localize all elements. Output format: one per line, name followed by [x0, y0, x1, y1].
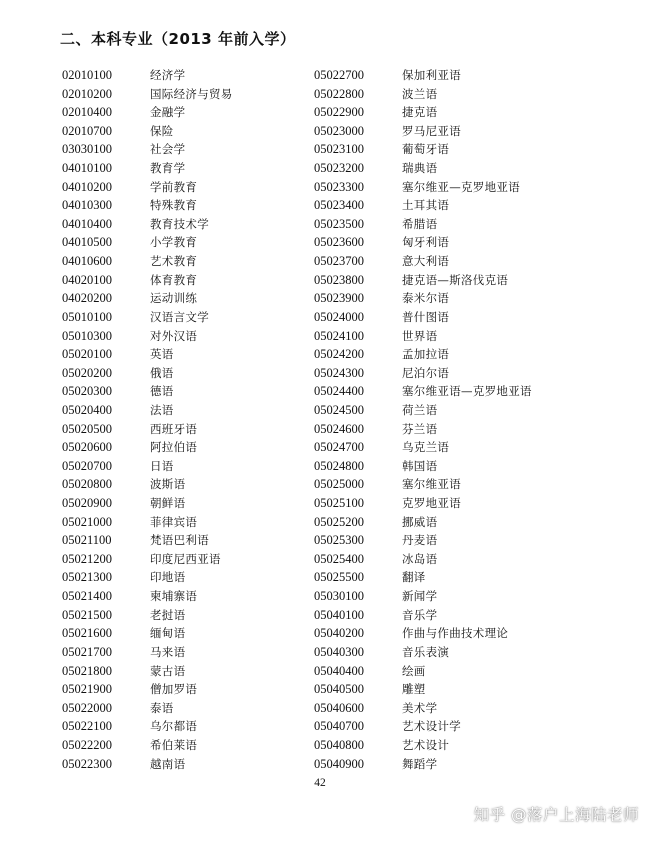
major-code: 05010300	[62, 328, 112, 343]
major-code: 04020200	[62, 291, 112, 306]
major-row	[314, 699, 532, 718]
major-row	[314, 215, 532, 234]
major-name: 冰岛语	[402, 551, 438, 566]
major-row	[62, 717, 233, 736]
major-row	[62, 513, 233, 532]
major-row	[314, 196, 532, 215]
major-row	[314, 140, 532, 159]
major-row	[62, 66, 233, 85]
major-name: 汉语言文学	[150, 309, 209, 324]
major-code: 05020800	[62, 477, 112, 492]
major-row	[62, 289, 233, 308]
major-name: 波斯语	[150, 477, 186, 492]
major-row	[314, 178, 532, 197]
major-row	[62, 680, 233, 699]
watermark: 知乎 @落户上海陆老师	[473, 806, 639, 824]
major-row	[62, 159, 233, 178]
major-name: 波兰语	[402, 86, 438, 101]
major-row	[62, 103, 233, 122]
major-name: 作曲与作曲技术理论	[402, 626, 509, 641]
page-number: 42	[314, 777, 326, 789]
major-row	[62, 643, 233, 662]
major-code: 05020300	[62, 384, 112, 399]
major-code: 05021500	[62, 607, 112, 622]
major-name: 艺术设计	[402, 737, 450, 752]
major-name: 泰语	[150, 700, 174, 715]
major-row	[62, 531, 233, 550]
major-row	[314, 717, 532, 736]
major-name: 特殊教育	[150, 198, 198, 213]
major-code: 05022300	[62, 756, 112, 771]
major-row	[62, 271, 233, 290]
major-code: 05021400	[62, 589, 112, 604]
major-name: 普什图语	[402, 309, 450, 324]
major-name: 艺术教育	[150, 254, 198, 269]
major-row	[314, 531, 532, 550]
major-code: 05010100	[62, 309, 112, 324]
major-code: 05022100	[62, 719, 112, 734]
major-code: 05021800	[62, 663, 112, 678]
major-code: 05024000	[314, 309, 364, 324]
major-code: 05020100	[62, 347, 112, 362]
major-name: 日语	[150, 458, 174, 473]
major-row	[62, 438, 233, 457]
major-row	[314, 233, 532, 252]
major-row	[62, 196, 233, 215]
major-name: 印地语	[150, 570, 186, 585]
major-row	[62, 364, 233, 383]
major-row	[62, 736, 233, 755]
major-code: 02010700	[62, 123, 112, 138]
major-name: 泰米尔语	[402, 291, 450, 306]
major-row	[314, 513, 532, 532]
major-name: 阿拉伯语	[150, 440, 198, 455]
major-name: 捷克语	[402, 105, 438, 120]
major-name: 国际经济与贸易	[150, 86, 233, 101]
major-row	[314, 550, 532, 569]
major-name: 社会学	[150, 142, 186, 157]
major-row	[62, 624, 233, 643]
major-name: 乌尔都语	[150, 719, 198, 734]
major-code: 04010300	[62, 198, 112, 213]
major-name: 乌克兰语	[402, 440, 450, 455]
major-code: 05020500	[62, 421, 112, 436]
major-name: 艺术设计学	[402, 719, 461, 734]
major-name: 体育教育	[150, 272, 198, 287]
major-row	[62, 494, 233, 513]
major-row	[314, 122, 532, 141]
major-row	[314, 438, 532, 457]
major-code: 05040500	[314, 682, 364, 697]
major-code: 05022000	[62, 700, 112, 715]
major-name: 小学教育	[150, 235, 198, 250]
major-row	[62, 587, 233, 606]
major-name: 孟加拉语	[402, 347, 450, 362]
major-code: 05023000	[314, 123, 364, 138]
major-row	[314, 420, 532, 439]
major-code: 05024100	[314, 328, 364, 343]
major-code: 05020900	[62, 496, 112, 511]
major-code: 05040100	[314, 607, 364, 622]
major-code: 02010100	[62, 68, 112, 82]
major-row	[314, 103, 532, 122]
major-code: 05040200	[314, 626, 364, 641]
major-code: 05023400	[314, 198, 364, 213]
major-list-right	[314, 66, 532, 773]
major-code: 05022800	[314, 86, 364, 101]
major-code: 05021200	[62, 551, 112, 566]
major-name: 菲律宾语	[150, 514, 198, 529]
major-code: 05024800	[314, 458, 364, 473]
major-row	[314, 327, 532, 346]
major-name: 梵语巴利语	[150, 533, 209, 548]
major-name: 希腊语	[402, 216, 438, 231]
major-row	[62, 327, 233, 346]
major-row	[62, 178, 233, 197]
major-name: 俄语	[150, 365, 174, 380]
major-list-left	[62, 66, 233, 773]
major-row	[314, 755, 532, 774]
major-name: 保险	[150, 123, 174, 138]
major-code: 05040800	[314, 737, 364, 752]
major-name: 学前教育	[150, 179, 198, 194]
major-code: 05020700	[62, 458, 112, 473]
major-name: 塞尔维亚语	[402, 477, 461, 492]
major-name: 土耳其语	[402, 198, 450, 213]
major-name: 捷克语—斯洛伐克语	[402, 272, 509, 287]
major-row	[314, 364, 532, 383]
major-code: 04010100	[62, 161, 112, 176]
major-code: 05021900	[62, 682, 112, 697]
page-heading: 二、本科专业（2013 年前入学）	[60, 30, 296, 48]
major-row	[314, 289, 532, 308]
major-row	[314, 606, 532, 625]
major-row	[314, 345, 532, 364]
major-code: 05022700	[314, 68, 364, 82]
major-row	[62, 308, 233, 327]
major-name: 马来语	[150, 644, 186, 659]
major-row	[314, 475, 532, 494]
major-code: 05024200	[314, 347, 364, 362]
major-name: 英语	[150, 347, 174, 362]
major-name: 朝鲜语	[150, 496, 186, 511]
major-code: 02010400	[62, 105, 112, 120]
major-name: 教育技术学	[150, 216, 209, 231]
major-name: 芬兰语	[402, 421, 438, 436]
major-name: 塞尔维亚语—克罗地亚语	[402, 384, 532, 399]
major-row	[62, 382, 233, 401]
major-name: 罗马尼亚语	[402, 123, 461, 138]
major-name: 希伯莱语	[150, 737, 198, 752]
major-code: 04010400	[62, 216, 112, 231]
major-code: 05021000	[62, 514, 112, 529]
major-row	[62, 420, 233, 439]
major-code: 05040600	[314, 700, 364, 715]
major-row	[314, 568, 532, 587]
major-code: 03030100	[62, 142, 112, 157]
major-code: 05020600	[62, 440, 112, 455]
major-code: 05023200	[314, 161, 364, 176]
major-code: 05025300	[314, 533, 364, 548]
major-code: 05040400	[314, 663, 364, 678]
major-row	[314, 85, 532, 104]
major-name: 舞蹈学	[402, 756, 438, 771]
major-code: 05030100	[314, 589, 364, 604]
major-code: 05040900	[314, 756, 364, 771]
major-name: 金融学	[150, 105, 186, 120]
major-row	[62, 252, 233, 271]
major-row	[62, 85, 233, 104]
major-row	[314, 662, 532, 681]
major-row	[314, 643, 532, 662]
major-row	[314, 457, 532, 476]
major-code: 02010200	[62, 86, 112, 101]
major-code: 05024700	[314, 440, 364, 455]
major-name: 缅甸语	[150, 626, 186, 641]
major-name: 挪威语	[402, 514, 438, 529]
major-code: 04010600	[62, 254, 112, 269]
major-name: 越南语	[150, 756, 186, 771]
major-code: 05024300	[314, 365, 364, 380]
major-row	[62, 457, 233, 476]
major-name: 老挝语	[150, 607, 186, 622]
major-name: 西班牙语	[150, 421, 198, 436]
major-name: 意大利语	[402, 254, 450, 269]
major-row	[62, 215, 233, 234]
major-name: 丹麦语	[402, 533, 438, 548]
major-name: 蒙古语	[150, 663, 186, 678]
major-name: 新闻学	[402, 589, 438, 604]
major-row	[314, 308, 532, 327]
major-code: 04010200	[62, 179, 112, 194]
major-name: 尼泊尔语	[402, 365, 450, 380]
major-name: 世界语	[402, 328, 438, 343]
major-name: 僧加罗语	[150, 682, 198, 697]
major-row	[62, 662, 233, 681]
major-code: 05025100	[314, 496, 364, 511]
major-name: 对外汉语	[150, 328, 198, 343]
major-name: 荷兰语	[402, 402, 438, 417]
major-name: 克罗地亚语	[402, 496, 461, 511]
major-name: 塞尔维亚—克罗地亚语	[402, 179, 520, 194]
major-row	[314, 66, 532, 85]
major-row	[62, 699, 233, 718]
major-code: 05025000	[314, 477, 364, 492]
major-name: 法语	[150, 402, 174, 417]
major-code: 05040300	[314, 644, 364, 659]
major-code: 05021700	[62, 644, 112, 659]
major-name: 音乐表演	[402, 644, 450, 659]
major-code: 05023500	[314, 216, 364, 231]
major-code: 05025400	[314, 551, 364, 566]
major-code: 04020100	[62, 272, 112, 287]
major-row	[314, 587, 532, 606]
major-row	[314, 736, 532, 755]
major-row	[62, 140, 233, 159]
major-code: 05020200	[62, 365, 112, 380]
major-code: 05023100	[314, 142, 364, 157]
major-name: 瑞典语	[402, 161, 438, 176]
major-code: 05023800	[314, 272, 364, 287]
major-row	[314, 271, 532, 290]
major-code: 05024400	[314, 384, 364, 399]
major-row	[314, 680, 532, 699]
major-code: 05024600	[314, 421, 364, 436]
major-code: 05024500	[314, 402, 364, 417]
major-row	[314, 252, 532, 271]
major-name: 保加利亚语	[402, 68, 461, 82]
major-row	[62, 755, 233, 774]
major-row	[62, 568, 233, 587]
major-row	[314, 382, 532, 401]
major-code: 05040700	[314, 719, 364, 734]
major-code: 05023600	[314, 235, 364, 250]
major-row	[314, 624, 532, 643]
major-row	[62, 475, 233, 494]
major-name: 音乐学	[402, 607, 438, 622]
major-row	[62, 401, 233, 420]
major-name: 翻译	[402, 570, 426, 585]
major-name: 韩国语	[402, 458, 438, 473]
major-code: 04010500	[62, 235, 112, 250]
major-code: 05020400	[62, 402, 112, 417]
major-name: 美术学	[402, 700, 438, 715]
major-name: 印度尼西亚语	[150, 551, 221, 566]
major-code: 05021100	[62, 533, 112, 548]
major-code: 05025200	[314, 514, 364, 529]
major-code: 05022900	[314, 105, 364, 120]
major-name: 教育学	[150, 161, 186, 176]
major-name: 葡萄牙语	[402, 142, 450, 157]
major-row	[62, 550, 233, 569]
major-code: 05025500	[314, 570, 364, 585]
major-code: 05023700	[314, 254, 364, 269]
major-name: 匈牙利语	[402, 235, 450, 250]
major-row	[314, 401, 532, 420]
major-row	[314, 494, 532, 513]
major-row	[62, 122, 233, 141]
major-name: 绘画	[402, 663, 426, 678]
major-name: 德语	[150, 384, 174, 399]
major-name: 雕塑	[402, 682, 426, 697]
major-row	[62, 606, 233, 625]
major-row	[62, 233, 233, 252]
major-name: 运动训练	[150, 291, 198, 306]
major-code: 05021600	[62, 626, 112, 641]
major-code: 05021300	[62, 570, 112, 585]
major-code: 05023900	[314, 291, 364, 306]
major-code: 05023300	[314, 179, 364, 194]
major-row	[314, 159, 532, 178]
major-name: 柬埔寨语	[150, 589, 198, 604]
major-name: 经济学	[150, 68, 186, 82]
major-row	[62, 345, 233, 364]
major-code: 05022200	[62, 737, 112, 752]
